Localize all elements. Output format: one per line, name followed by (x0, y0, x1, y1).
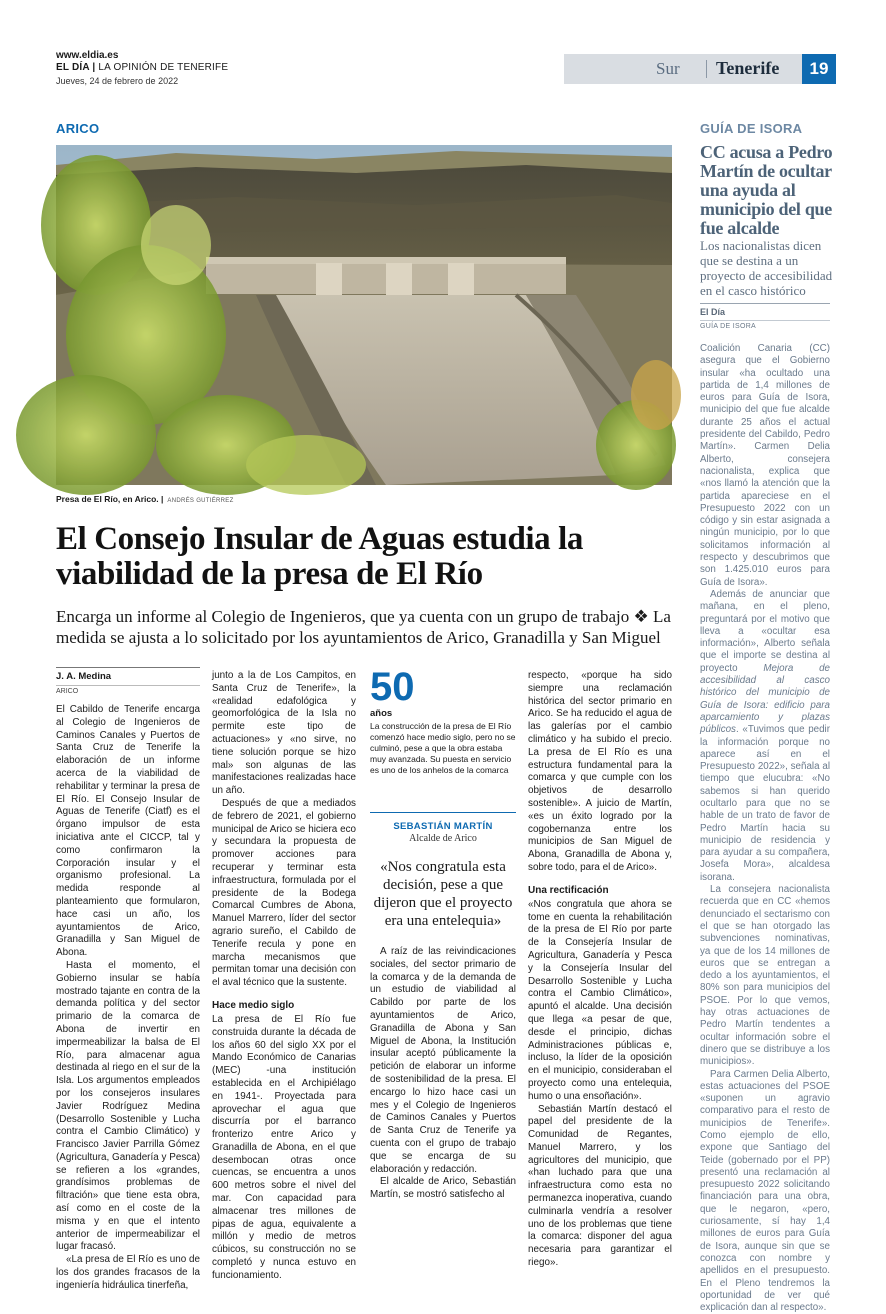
article-column-1 (56, 704, 200, 1293)
body-paragraph: «Nos congratula que ahora se tome en cuenta la rehabilitación de la presa de El Río por parte de la Consejería Insular de Agricultura, Ganadería y Pesca y la Consejería Insular del Desarrollo Sostenible y Lucha contra el Cambio Climático», apuntó el alcalde. Una decisión que llega «a pesar de que, desde el principio, dichas Administraciones públicas e, incluso, la líder de la oposición en el municipio, consideraban el proyecto como una entelequia, humo o una ensoñación». (528, 898, 672, 1102)
sidebar-body (700, 343, 830, 1314)
site-url[interactable]: www.eldia.es (56, 50, 119, 61)
body-paragraph: Después de que a mediados de febrero de 2021, el gobierno municipal de Arico se hiciera eco y secundara la propuesta de promover acciones para recuperar y terminar esta infraestructura, formulada por el presidente de la Bodega Comarcal Cumbres de Abona, Manuel Marrero, líder del sector agrario sureño, el Cabildo de Tenerife recula y pone en marcha mecanismos que permitan tomar una decisión con el aval técnico que la sustente. (212, 797, 356, 989)
author-name: J. A. Medina (56, 671, 112, 682)
brand-name: EL DÍA (56, 62, 90, 73)
quote-text: «Nos congratula esta decisión, pese a que dijeron que el proyecto era una entelequia» (373, 859, 513, 929)
body-paragraph: «La presa de El Río es uno de los dos grandes fracasos de la ingeniería hidráulica tinerfeña, (56, 1254, 200, 1291)
quote-name: SEBASTIÁN MARTÍN (393, 821, 493, 832)
photo-credit: ANDRÉS GUTIÉRREZ (167, 498, 234, 504)
article-column-2 (212, 670, 356, 1283)
body-paragraph: El Cabildo de Tenerife encarga al Colegio de Ingenieros de Caminos Canales y Puertos de Santa Cruz de Tenerife la elaboración de un informe acerca de la viabilidad de rehabilitar y terminar la presa de El Río. El Consejo Insular de Aguas de Tenerife (Ciatf) es el órgano impulsor de esta iniciativa ante el CICCP, tal y como confirmaron la Corporación insular y el organismo profesional. La medida responde al planteamiento que formularon, hace casi un año, los ayuntamientos de Arico, Granadilla y San Miguel de Abona. (56, 704, 200, 959)
article-byline (56, 667, 200, 695)
caption-divider: | (158, 494, 164, 504)
sidebar-project-name: Mejora de accesibilidad al casco histórico del municipio de Guía de Isora: edificio para aparcamiento y plazas públicos (700, 662, 830, 736)
dam-photo (56, 145, 672, 485)
article-column-3 (370, 946, 516, 1202)
section-divider (706, 60, 707, 78)
body-paragraph: Sebastián Martín destacó el papel del presidente de la Comunidad de Regantes, Manuel Marrero, y los agricultores del municipio, que «han luchado para que una infraestructura como esta no permanezca inoperativa, cuando culminarla vendría a resolver uno de los problemas que tiene la comarca: disponer del agua necesaria para garantizar el riego». (528, 1103, 672, 1269)
stat-text: La construcción de la presa de El Río comenzó hace medio siglo, pero no se culminó, pese a que la obra estaba muy avanzada. Su puesta en servicio es uno de los anhelos de la comarca (370, 721, 516, 775)
pull-quote (370, 812, 516, 930)
sidebar-kicker: GUÍA DE ISORA (700, 121, 803, 136)
page-header (56, 50, 836, 90)
quote-role: Alcalde de Arico (409, 833, 477, 844)
stat-value: 50 (370, 665, 415, 709)
newspaper-brand (56, 62, 228, 73)
caption-text: Presa de El Río, en Arico. (56, 494, 159, 504)
body-paragraph: respecto, «porque ha sido siempre una reclamación histórica del sector primario en Arico. Se ha reducido el agua de las galerías por el cambio climático y ha subido el precio. La presa de El Río es una estructura fundamental para la comarca y que cumple con los objetivos de desarrollo sostenible». A juicio de Martín, «es un éxito logrado por la cogobernanza entre los municipios de San Miguel de Abona, Granadilla de Abona y, sobre todo, para el de Arico». (528, 670, 672, 873)
sidebar-text: . «Tuvimos que pedir la información porque no aparece así en el Presupuesto 2022», señala al tiempo que elucubra: «No sabemos si han querido ocultarlo para que no se hable de un trato de favor de Pedro Martín hacia su municipio de residencia y para ayudar a su compañera, Josefa Mora», alcaldesa isorana. (700, 724, 830, 883)
stat-box (370, 666, 516, 776)
brand-tagline: LA OPINIÓN DE TENERIFE (98, 62, 229, 73)
subheading: Hace medio siglo (212, 999, 295, 1011)
page-number: 19 (802, 54, 836, 84)
sidebar-text: Además de anunciar que mañana, en el pleno, preguntará por el motivo que lleva a «ocultar esa información», Alberto señala que el importe se destina al proyecto (700, 588, 830, 674)
photo-caption (56, 494, 234, 504)
issue-date: Jueves, 24 de febrero de 2022 (56, 76, 179, 86)
section-tenerife: Tenerife (716, 58, 780, 78)
sidebar-paragraph: Para Carmen Delia Alberto, estas actuaciones del PSOE «suponen un agravio comparativo para el resto de municipios de Tenerife». Como ejemplo de ello, expone que Santiago del Teide (gobernado por el PP) presentó una reclamación al presupuesto 2022 solicitando financiación para una obra, que le negaron, «pero, curiosamente, sí hay 1,4 millones de euros para Guía de Isora, aunque sin que se conozca con nombre y apellidos en el presupuesto. En el Pleno tendremos la oportunidad de ver qué explicación dan al respecto». (700, 1068, 830, 1314)
sidebar-paragraph: Coalición Canaria (CC) asegura que el Gobierno insular «ha ocultado una partida de 1,4 millones de euros para Guía de Isora, municipio del que fue alcalde durante 25 años el actual presidente del Cabildo, Pedro Martín». Carmen Delia Alberto, consejera nacionalista, explica que «nos llamó la atención que la partida apareciese en el Presupuesto 2022 con un código y sin estar asignada a ningún municipio, por lo que solicitamos información al respecto y descubrimos que son 1.425.010 euros para Guía de Isora». (700, 343, 830, 588)
author-place: ARICO (56, 685, 200, 695)
brand-divider: | (92, 62, 99, 73)
section-bar (564, 54, 836, 84)
sidebar-deck: Los nacionalistas dicen que se destina a un proyecto de accesibilidad en el casco histórico (700, 238, 833, 298)
article-deck: Encarga un informe al Colegio de Ingenieros, que ya cuenta con un grupo de trabajo ❖ La medida se ajusta a lo solicitado por los ayuntamientos de Arico, Granadilla y San Miguel (56, 607, 671, 647)
body-paragraph: A raíz de las reivindicaciones sociales, del sector primario de la comarca y de la demanda de un estudio de viabilidad al Cabildo por parte de los ayuntamientos de Arico, Granadilla de Abona y San Miguel de Abona, la Institución insular aceptó públicamente la petición de elaborar un informe de sostenibilidad de la presa. El encargo lo hizo hace casi un mes y el Colegio de Ingenieros de Caminos Canales y Puertos de Santa Cruz de Tenerife ya cuenta con el grupo de trabajo que se encarga de su elaboración y redacción. (370, 946, 516, 1175)
sidebar-paragraph (700, 589, 830, 884)
sidebar-paragraph: La consejera nacionalista recuerda que en CC «hemos denunciado el sectarismo con el que se han otorgado las subvenciones nominativas, ya que de los 14 millones de euros que se entregan a dedo a los ayuntamientos, el 80% son para municipios del PSOE. Por lo que vemos, hay otras actuaciones de Pedro Martín tendentes a ocultar información sobre el dinero que se distribuye a los municipios». (700, 884, 830, 1068)
section-sur: Sur (656, 59, 680, 78)
body-paragraph: El alcalde de Arico, Sebastián Martín, se mostró satisfecho al (370, 1176, 516, 1201)
article-column-4 (528, 670, 672, 1270)
subheading: Una rectificación (528, 884, 609, 896)
sidebar-byline (700, 303, 830, 330)
stat-unit: años (370, 708, 393, 719)
sidebar-headline: CC acusa a Pedro Martín de ocultar una ayuda al municipio del que fue alcalde (700, 142, 833, 238)
article-headline: El Consejo Insular de Aguas estudia la viabilidad de la presa de El Río (56, 521, 583, 592)
article-kicker: ARICO (56, 121, 100, 136)
sidebar-author: El Día (700, 307, 726, 317)
body-paragraph: junto a la de Los Campitos, en Santa Cruz de Tenerife», la «realidad edafológica y geomorfológica de la Isla no permite este tipo de actuaciones» y «no sirve, no tiene solución porque se hizo mal» son algunas de las manifestaciones realizadas hace un año. (212, 670, 356, 797)
body-paragraph: La presa de El Río fue construida durante la década de los años 60 del siglo XX por el Mando Económico de Canarias (MEC) -una institución establecida en el Archipiélago en 1941-. Proyectada para aprovechar el agua que discurría por el barranco fronterizo entre Arico y Granadilla de Abona, en el que desembocan otras once cuencas, se encuentra a unos 600 metros sobre el nivel del mar. Con capacidad para almacenar tres millones de pipas de agua, equivalente a millón y medio de metros cúbicos, su construcción no se completó y nunca estuvo en funcionamiento. (212, 1013, 356, 1281)
sidebar-author-place: GUÍA DE ISORA (700, 320, 830, 330)
dam-photo-illustration (56, 145, 672, 485)
body-paragraph: Hasta el momento, el Gobierno insular se había mostrado tajante en contra de la demanda política y del sector primario de la comarca de Abona de invertir en impermeabilizar la balsa de El Río, para almacenar agua destinada al riego en el sur de la Isla. Los argumentos empleados por los consejeros insulares Javier Rodríguez Medina (Desarrollo Sostenible y Lucha contra el Cambio Climático) y Francisco Javier Parrilla Gómez (Agricultura, Ganadería y Pesca) se refieren a los «grandes, grandísimos problemas de filtración» que tiene esta obra, así como en el coste de la misma y en que el intento anterior de impermeabilizar el lugar fracasó. (56, 959, 200, 1253)
